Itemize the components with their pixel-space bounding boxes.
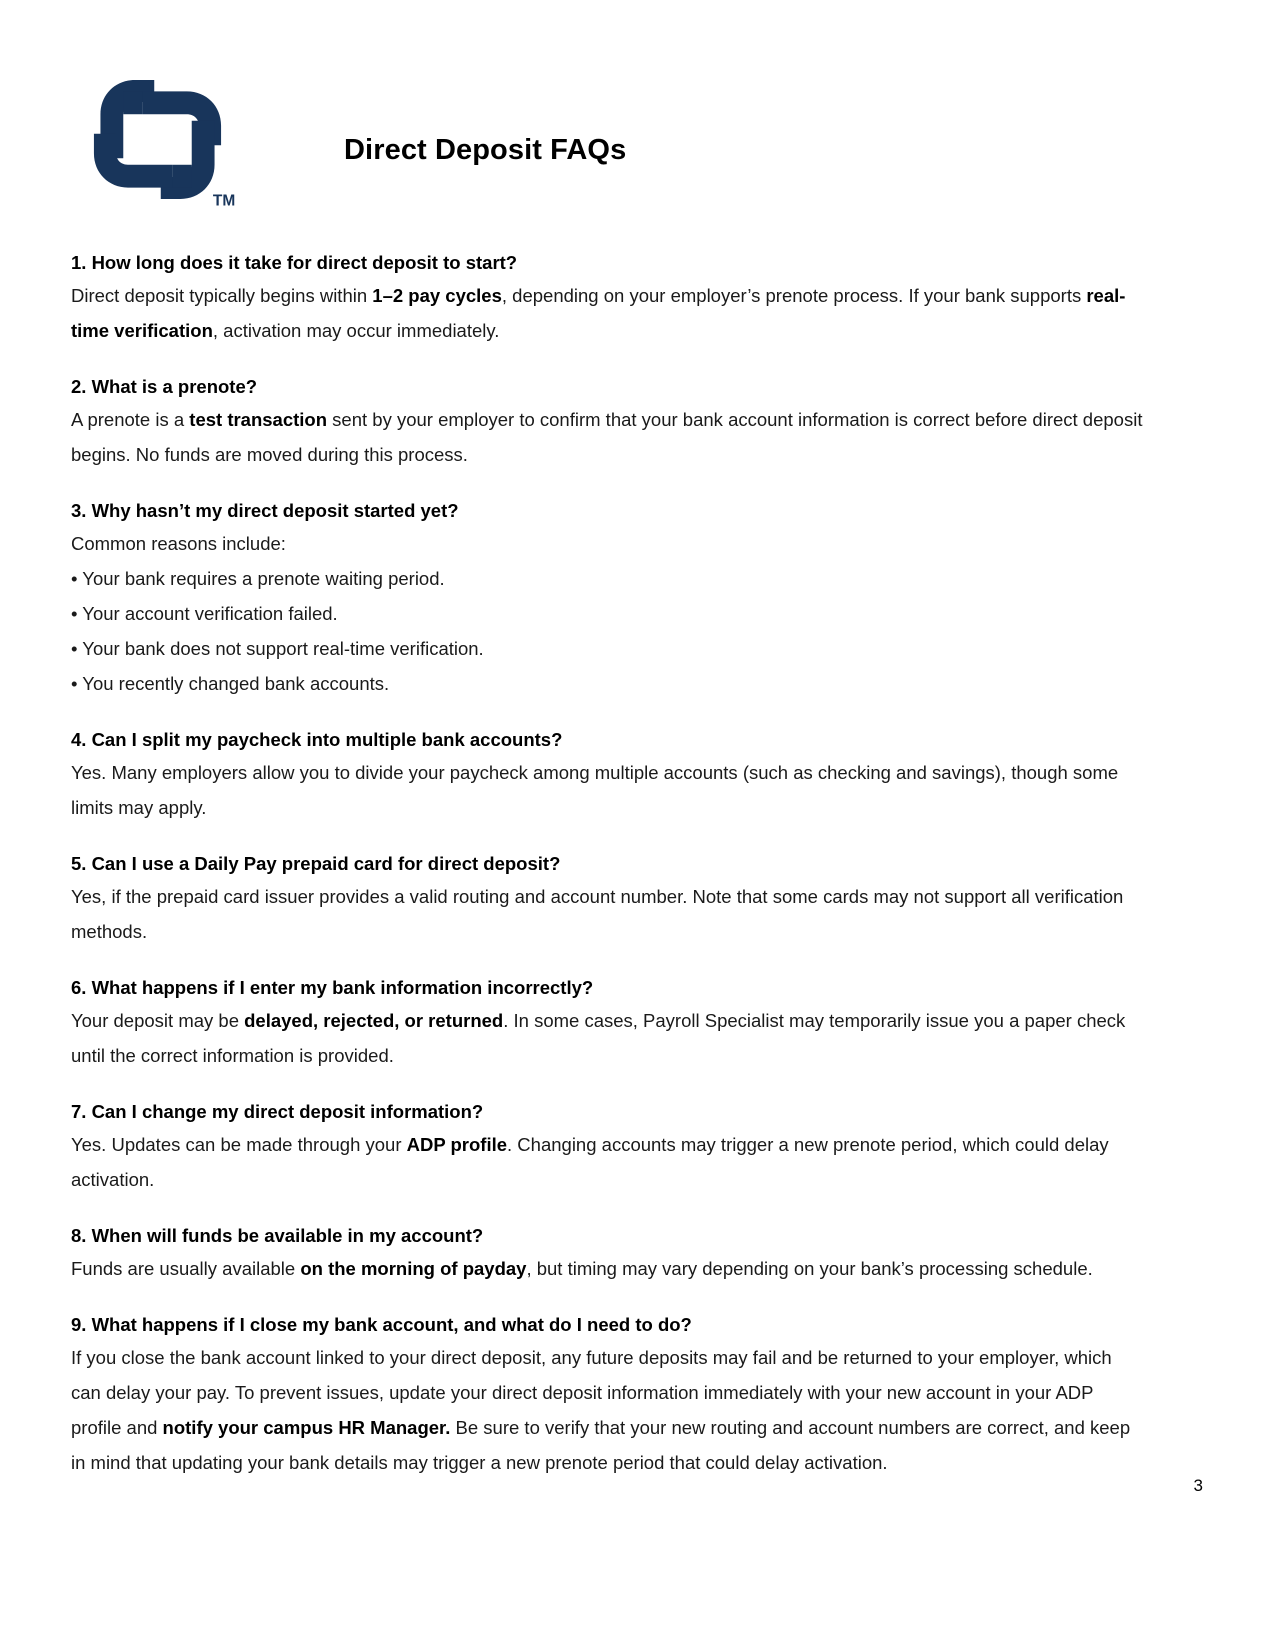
faq-answer: Funds are usually available on the morning of payday, but timing may vary depending on your bank’s processing schedule. — [71, 1258, 1093, 1279]
faq-question: 7. Can I change my direct deposit information? — [71, 1101, 484, 1122]
faq-answer: A prenote is a test transaction sent by your employer to confirm that your bank account information is correct before direct deposit begins. No funds are moved during this process. — [71, 409, 1143, 465]
faq-question: 8. When will funds be available in my account? — [71, 1225, 484, 1246]
page-number: 3 — [1193, 1476, 1203, 1495]
faq-bullet-item: • Your bank does not support real-time verification. — [71, 631, 1146, 666]
faq-list — [71, 248, 1146, 1480]
faq-bullet-item: • Your bank requires a prenote waiting period. — [71, 561, 1146, 596]
faq-answer: If you close the bank account linked to your direct deposit, any future deposits may fail and be returned to your employer, which can delay your pay. To prevent issues, update your direct deposit information immediately with your new account in your ADP profile and notify your campus HR Manager. Be sure to verify that your new routing and account numbers are correct, and keep in mind that updating your bank details may trigger a new prenote period that could delay activation. — [71, 1347, 1131, 1473]
faq-question: 5. Can I use a Daily Pay prepaid card for direct deposit? — [71, 853, 561, 874]
faq-answer: Your deposit may be delayed, rejected, or returned. In some cases, Payroll Specialist may temporarily issue you a paper check until the correct information is provided. — [71, 1010, 1126, 1066]
faq-answer: Direct deposit typically begins within 1–2 pay cycles, depending on your employer’s prenote process. If your bank supports real-time verification, activation may occur immediately. — [71, 285, 1126, 341]
faq-item-6 — [71, 973, 1146, 1073]
faq-item-5 — [71, 849, 1146, 949]
faq-answer: Common reasons include: — [71, 533, 286, 554]
faq-bullet-list — [71, 561, 1146, 701]
faq-bullet-item: • You recently changed bank accounts. — [71, 666, 1146, 701]
faq-item-3 — [71, 496, 1146, 701]
faq-item-1 — [71, 248, 1146, 348]
interlocking-knot-icon — [76, 62, 239, 217]
faq-item-2 — [71, 372, 1146, 472]
faq-bullet-item: • Your account verification failed. — [71, 596, 1146, 631]
faq-item-4 — [71, 725, 1146, 825]
faq-item-9 — [71, 1310, 1146, 1480]
faq-question: 6. What happens if I enter my bank information incorrectly? — [71, 977, 594, 998]
page-title: Direct Deposit FAQs — [344, 134, 627, 166]
faq-item-7 — [71, 1097, 1146, 1197]
faq-answer: Yes. Updates can be made through your ADP profile. Changing accounts may trigger a new prenote period, which could delay activation. — [71, 1134, 1109, 1190]
faq-answer: Yes, if the prepaid card issuer provides a valid routing and account number. Note that some cards may not support all verification methods. — [71, 886, 1124, 942]
trademark-symbol: TM — [212, 192, 236, 210]
faq-question: 4. Can I split my paycheck into multiple bank accounts? — [71, 729, 563, 750]
faq-answer: Yes. Many employers allow you to divide your paycheck among multiple accounts (such as checking and savings), though some limits may apply. — [71, 762, 1119, 818]
faq-question: 2. What is a prenote? — [71, 376, 258, 397]
document-header — [0, 0, 1275, 230]
faq-question: 1. How long does it take for direct deposit to start? — [71, 252, 518, 273]
faq-question: 3. Why hasn’t my direct deposit started yet? — [71, 500, 459, 521]
faq-question: 9. What happens if I close my bank account, and what do I need to do? — [71, 1314, 692, 1335]
organization-logo — [76, 62, 239, 217]
faq-item-8 — [71, 1221, 1146, 1286]
